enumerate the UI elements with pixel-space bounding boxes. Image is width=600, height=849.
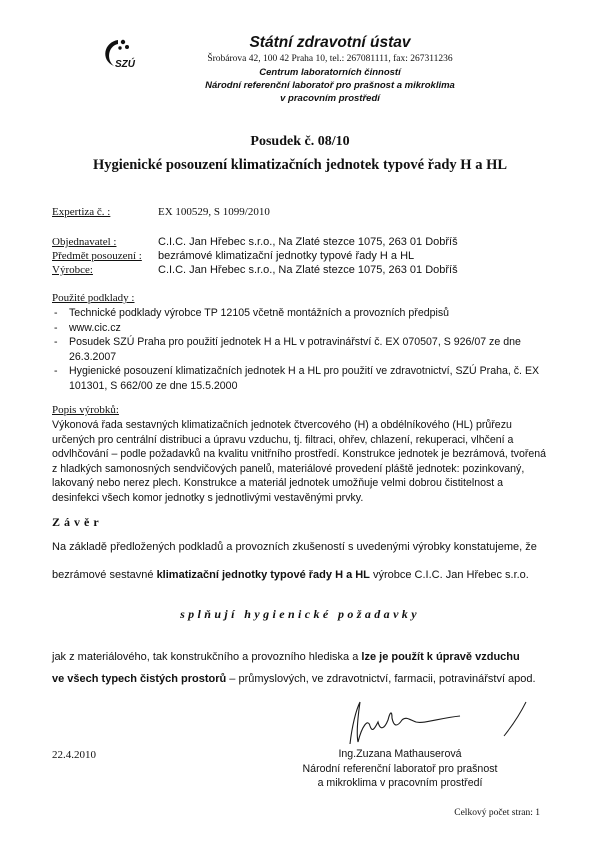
handwritten-signature [300,696,560,750]
document-subtitle: Hygienické posouzení klimatizačních jednotek typové řady H a HL [92,157,508,173]
zaver-line-4 [52,673,536,685]
document-title: Posudek č. 08/10 [250,134,350,149]
zaver-line-3 [52,651,520,663]
zaver-line-4-bold: ve všech typech čistých prostorů [52,673,227,685]
predmet-value: bezrámové klimatizační jednotky typové řady H a HL [158,250,415,262]
institute-name: Státní zdravotní ústav [249,34,411,51]
centre-name: Centrum laboratorních činností [259,67,401,78]
signature-date: 22.4.2010 [52,749,96,761]
podklady-heading: Použité podklady : [52,292,135,304]
logo-text: SZÚ [115,59,135,70]
zaver-product: klimatizační jednotky typové řady H a HL [156,569,370,581]
signatory-role-1: Národní referenční laboratoř pro prašnost [302,762,498,775]
zaver-heading: Závěr [52,515,103,529]
vyrobce-value: C.I.C. Jan Hřebec s.r.o., Na Zlaté stezce 1075, 263 01 Dobříš [158,264,458,276]
predmet-label: Předmět posouzení : [52,250,142,262]
expertiza-value: EX 100529, S 1099/2010 [158,206,270,218]
zaver-line-2-manufacturer: výrobce C.I.C. Jan Hřebec s.r.o. [369,569,529,581]
zaver-line-2 [52,569,529,581]
zaver-line-1: Na základě předložených podkladů a provozních zkušeností s uvedenými výrobky konstatujeme, že [52,541,537,553]
lab-line-1: Národní referenční laboratoř pro prašnost a mikroklima [205,80,455,91]
podklady-item: - Technické podklady výrobce TP 12105 včetně montážních a provozních předpisů [52,306,552,321]
signatory-name: Ing.Zuzana Mathauserová [338,748,462,760]
objednavatel-label: Objednavatel : [52,236,117,248]
expertiza-label: Expertiza č. : [52,206,111,218]
podklady-list [52,306,552,393]
objednavatel-value: C.I.C. Jan Hřebec s.r.o., Na Zlaté stezce 1075, 263 01 Dobříš [158,236,458,248]
zaver-line-3-bold: lze je použít k úpravě vzduchu [361,651,520,663]
institute-address: Šrobárova 42, 100 42 Praha 10, tel.: 267081111, fax: 267311236 [207,54,453,64]
zaver-line-3-text: jak z materiálového, tak konstrukčního a provozního hlediska a [52,651,362,663]
popis-heading: Popis výrobků: [52,404,119,416]
signature-block [280,747,520,791]
podklady-item: - Posudek SZÚ Praha pro použití jednotek H a HL v potravinářství č. EX 070507, S 926/07 ze dne 26.3.2007 [52,335,552,364]
vyrobce-label: Výrobce: [52,264,93,276]
popis-text: Výkonová řada sestavných klimatizačních jednotek čtvercového (H) a obdélníkového (HL) průřezu určených pro centrální distribuci a úpravu vzduchu, tj. filtraci, ohřev, chlazení, rekuperaci, vlhčení a odvlhčování – podle požadavků na kvalitu vnitřního prostředí. Konstrukce jednotek je bezrámová, tvořená z hladkých samonosných sendvičových panelů, materiálové provedení pláště jednotek: pozinkovaný, lakovaný nebo nerez plech. Konstrukce a materiál jednotek umožňuje velmi dobrou čistitelnost a desinfekci všech komor jednotky s jednotlivými vestavěnými prvky. [52,419,547,504]
podklady-item: - www.cic.cz [52,321,552,336]
zaver-line-2-text: bezrámové sestavné [52,569,157,581]
podklady-item: - Hygienické posouzení klimatizačních jednotek H a HL pro použití ve zdravotnictví, SZÚ Praha, č. EX 101301, S 662/00 ze dne 15.5.2000 [52,364,552,393]
zaver-line-4-text: – průmyslových, ve zdravotnictví, farmacii, potravinářství apod. [226,673,536,685]
page-count: Celkový počet stran: 1 [454,808,540,818]
lab-line-2: v pracovním prostředí [280,93,380,104]
verdict: splňují hygienické požadavky [180,607,420,621]
signature-icon [300,696,560,750]
signatory-role-2: a mikroklima v pracovním prostředí [317,777,483,789]
